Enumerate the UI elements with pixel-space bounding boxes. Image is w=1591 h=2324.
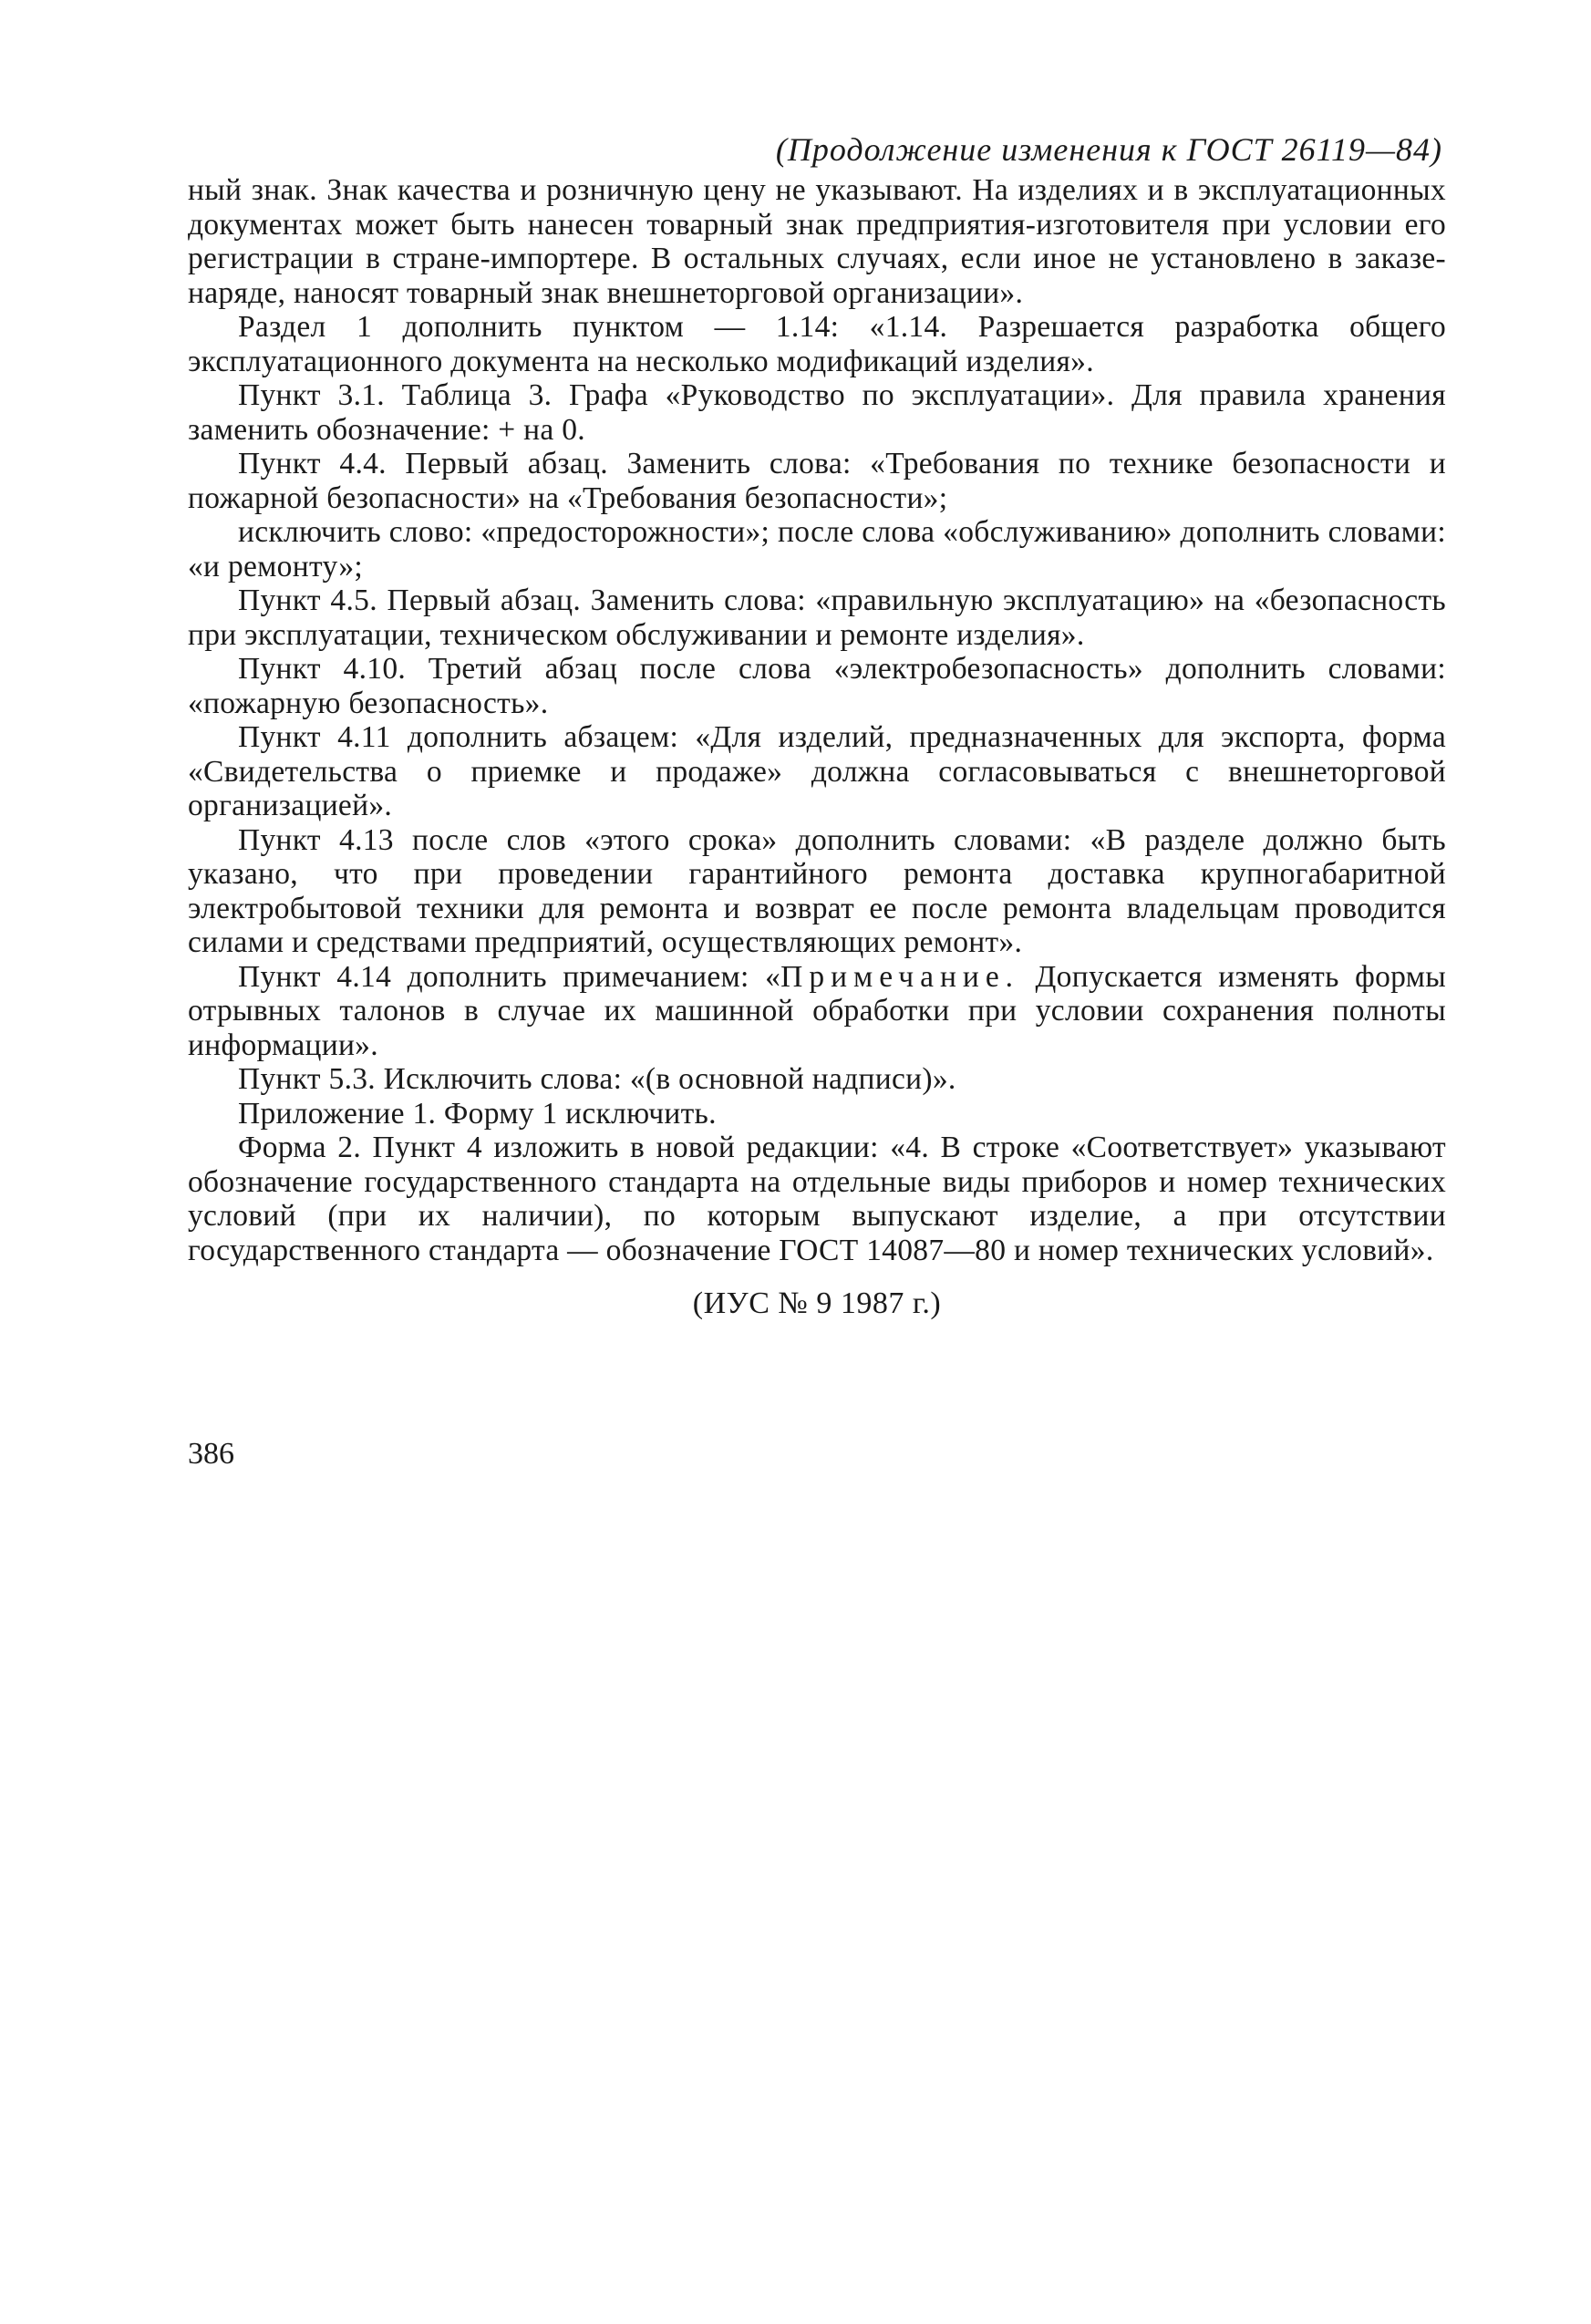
paragraph-10-lead: Пункт 4.14 дополнить примечанием: « (238, 959, 781, 994)
page-number: 386 (188, 1437, 234, 1471)
page-header: (Продолжение изменения к ГОСТ 26119—84) (775, 131, 1442, 168)
paragraph-11: Пункт 5.3. Исключить слова: «(в основной надписи)». (238, 1062, 956, 1096)
paragraph-10 (188, 960, 1446, 1063)
paragraph-4: Пункт 4.4. Первый абзац. Заменить слова: «Требования по технике безопасности и пожарной безопасности» на «Требования безопасности»; (188, 447, 1446, 515)
paragraph-3: Пункт 3.1. Таблица 3. Графа «Руководство по эксплуатации». Для правила хранения заменить обозначение: + на 0. (188, 378, 1446, 447)
paragraph-12: Приложение 1. Форму 1 исключить. (238, 1096, 717, 1131)
paragraph-10-rest: Допускается изменять формы отрывных талонов в случае их машинной обработки при условии сохранения полноты информации». (188, 959, 1447, 1062)
document-page (188, 129, 1446, 1322)
paragraph-8: Пункт 4.11 дополнить абзацем: «Для изделий, предназначенных для экспорта, форма «Свидетельства о приемке и продаже» должна согласовываться с внешнеторговой организацией». (188, 720, 1446, 822)
note-label: Примечание. (780, 959, 1020, 994)
source-reference: (ИУС № 9 1987 г.) (692, 1286, 942, 1320)
paragraph-9: Пункт 4.13 после слов «этого срока» дополнить словами: «В разделе должно быть указано, что при проведении гарантийного ремонта доставка крупногабаритной электробытовой техники для ремонта и возврат ее после ремонта владельцам проводится силами и средствами предприятий, осуществляющих ремонт». (188, 822, 1446, 959)
paragraph-13: Форма 2. Пункт 4 изложить в новой редакции: «4. В строке «Соответствует» указывают обозначение государственного стандарта на отдельные виды приборов и номер технических условий (при их наличии), по которым выпускают изделие, а при отсутствии государственного стандарта — обозначение ГОСТ 14087—80 и номер технических условий». (188, 1131, 1446, 1267)
paragraph-6: Пункт 4.5. Первый абзац. Заменить слова: «правильную эксплуатацию» на «безопасность при эксплуатации, техническом обслуживании и ремонте изделия». (188, 584, 1446, 652)
document-body (188, 173, 1446, 1267)
paragraph-7: Пункт 4.10. Третий абзац после слова «электробезопасность» дополнить словами: «пожарную безопасность». (188, 652, 1446, 720)
paragraph-2: Раздел 1 дополнить пунктом — 1.14: «1.14. Разрешается разработка общего эксплуатационного документа на несколько модификаций изделия». (188, 310, 1446, 378)
paragraph-5: исключить слово: «предосторожности»; после слова «обслуживанию» дополнить словами: «и ремонту»; (188, 515, 1446, 584)
paragraph-1: ный знак. Знак качества и розничную цену не указывают. На изделиях и в эксплуатационных документах может быть нанесен товарный знак предприятия-изготовителя при условии его регистрации в стране-импортере. В остальных случаях, если иное не установлено в заказе-наряде, наносят товарный знак внешнеторговой организации». (188, 173, 1446, 310)
